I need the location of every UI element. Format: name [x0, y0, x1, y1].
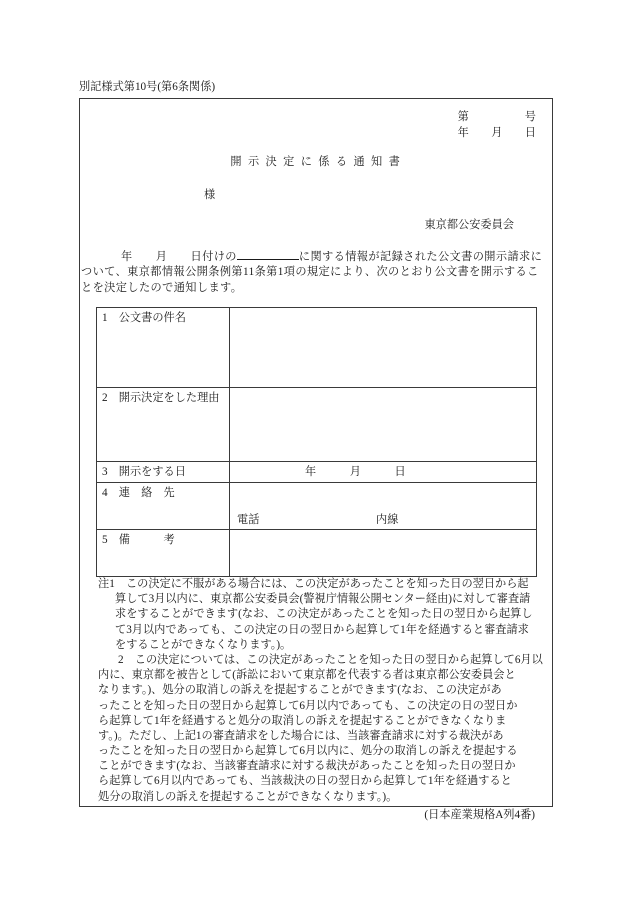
disclosure-date-field: 年 月 日 [230, 462, 536, 483]
intro-line1-suffix: に関する情報が記録された公文書の開示請求に [298, 251, 543, 263]
phone-label: 電話 [237, 514, 260, 526]
note-line: ら起算して1年を経過すると処分の取消しの訴えを提起することができなくなりま [98, 714, 507, 727]
note-line: なります。)、処分の取消しの訴えを提起することができます(なお、この決定があ [98, 684, 502, 697]
disclosure-table [96, 307, 537, 577]
paper-size-note: (日本産業規格A列4番) [424, 809, 535, 821]
remarks-field [230, 530, 536, 576]
document-number: 第 号 [457, 111, 536, 123]
intro-date-prefix: 年 月 日付けの [121, 251, 237, 263]
note-line: ったことを知った日の翌日から起算して6月以内であっても、この決定の日の翌日か [98, 699, 518, 712]
blank-field-underline [237, 248, 299, 260]
note-line: て3月以内であっても、この決定の日の翌日から起算して1年を経過すると審査請求 [115, 623, 529, 636]
row-label-disclosure-date: 3 開示をする日 [97, 462, 230, 483]
note-line: 算して3月以内に、東京都公安委員会(警視庁情報公開センター経由)に対して審査請 [115, 593, 531, 606]
note-line: 2 この決定については、この決定があったことを知った日の翌日から起算して6月以 [118, 653, 543, 666]
note-line: ことができます(なお、当該審査請求に対する裁決があったことを知った日の翌日か [98, 760, 516, 773]
row-label-contact: 4 連 絡 先 [97, 483, 230, 530]
row-label-remarks: 5 備 考 [97, 530, 230, 576]
contact-field [230, 483, 536, 530]
row-label-document-subject: 1 公文書の件名 [97, 308, 230, 388]
note-line: 求をすることができます(なお、この決定があったことを知った日の翌日から起算し [115, 608, 533, 621]
note-line: ら起算して6月以内であっても、当該裁決の日の翌日から起算して1年を経過すると [98, 775, 512, 788]
addressee-suffix: 様 [204, 189, 216, 201]
row-label-decision-reason: 2 開示決定をした理由 [97, 388, 230, 462]
document-title: 開 示 決 定 に 係 る 通 知 書 [230, 156, 402, 168]
decision-reason-field [230, 388, 536, 462]
note-line: 処分の取消しの訴えを提起することができなくなります。)。 [98, 790, 398, 803]
notes-section [80, 577, 552, 805]
intro-line [81, 248, 542, 264]
note-line: 内に、東京都を被告として(訴訟において東京都を代表する者は東京都公安委員会と [98, 669, 516, 682]
note-line: をすることができなくなります。)。 [115, 638, 292, 651]
issuer-name: 東京都公安委員会 [424, 219, 514, 231]
document-subject-field [230, 308, 536, 388]
note-line: す。)。ただし、上記1の審査請求をした場合には、当該審査請求に対する裁決があ [98, 729, 504, 742]
note-line: 注1 この決定に不服がある場合には、この決定があったことを知った日の翌日から起 [98, 578, 529, 590]
note-line: ったことを知った日の翌日から起算して6月以内に、処分の取消しの訴えを提起する [98, 745, 518, 758]
form-identifier: 別記様式第10号(第6条関係) [79, 81, 216, 93]
form-frame [79, 98, 553, 807]
intro-paragraph [81, 248, 542, 296]
issue-date: 年 月 日 [457, 127, 536, 139]
intro-line: ついて、東京都情報公開条例第11条第1項の規定により、次のとおり公文書を開示するこ [81, 266, 539, 278]
intro-line: とを決定したので通知します。 [81, 282, 243, 294]
extension-label: 内線 [376, 514, 399, 526]
